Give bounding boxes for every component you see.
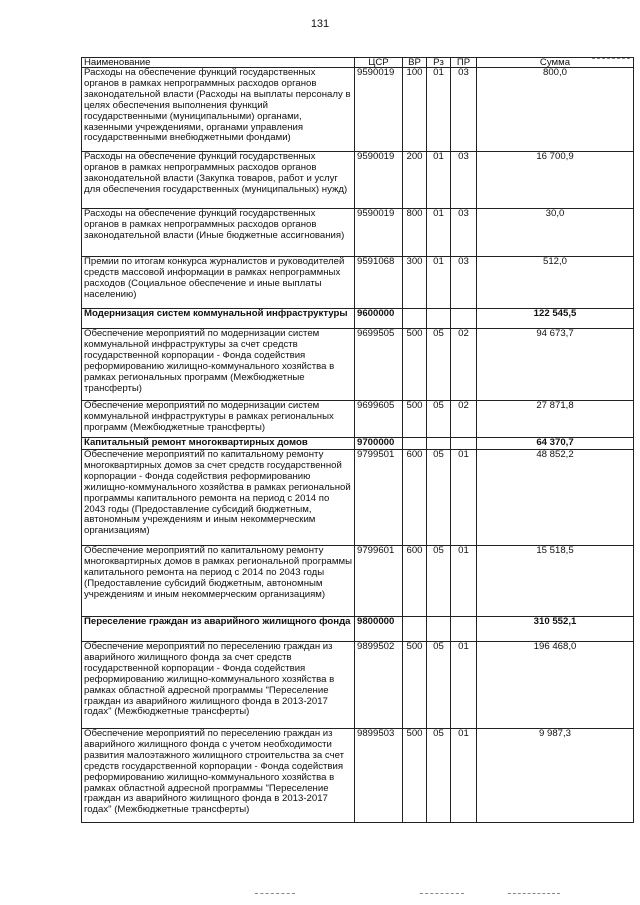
- row-name: Обеспечение мероприятий по капитальному ремонту многоквартирных домов в рамках региональной программы капитального ремонта на период с 2014 по 2043 годы (Предоставление субсидий бюджетным, автономным учреждениям и иным некоммерческим организациям): [82, 546, 355, 617]
- header-name: Наименование: [82, 58, 355, 68]
- row-pr: [451, 617, 477, 642]
- row-pr: 03: [451, 257, 477, 309]
- table-row: [82, 729, 634, 823]
- row-csr: 9700000: [355, 438, 403, 450]
- row-name: Обеспечение мероприятий по модернизации систем коммунальной инфраструктуры в рамках региональных программ (Межбюджетные трансферты): [82, 401, 355, 438]
- row-vr: 600: [403, 450, 427, 546]
- row-rz: 05: [427, 329, 451, 401]
- table-row: [82, 209, 634, 257]
- row-name: Переселение граждан из аварийного жилищного фонда: [82, 617, 355, 642]
- row-csr: 9899503: [355, 729, 403, 823]
- header-vr: ВР: [403, 58, 427, 68]
- table-header-row: [82, 58, 634, 68]
- row-vr: 800: [403, 209, 427, 257]
- table-row: [82, 642, 634, 729]
- table-row: [82, 450, 634, 546]
- row-sum: 48 852,2: [477, 450, 634, 546]
- row-sum: 800,0: [477, 68, 634, 152]
- budget-table: [81, 57, 634, 823]
- row-sum: 16 700,9: [477, 152, 634, 209]
- row-rz: 01: [427, 257, 451, 309]
- row-pr: [451, 309, 477, 329]
- row-rz: 05: [427, 546, 451, 617]
- table-row: [82, 309, 634, 329]
- row-vr: 300: [403, 257, 427, 309]
- row-vr: [403, 617, 427, 642]
- row-csr: 9899502: [355, 642, 403, 729]
- row-rz: 01: [427, 152, 451, 209]
- row-csr: 9799601: [355, 546, 403, 617]
- row-vr: 500: [403, 729, 427, 823]
- row-name: Расходы на обеспечение функций государственных органов в рамках непрограммных расходов органов законодательной власти (Иные бюджетные ассигнования): [82, 209, 355, 257]
- row-sum: 9 987,3: [477, 729, 634, 823]
- row-vr: 600: [403, 546, 427, 617]
- row-sum: 30,0: [477, 209, 634, 257]
- row-rz: 01: [427, 209, 451, 257]
- table-row: [82, 152, 634, 209]
- row-csr: 9799501: [355, 450, 403, 546]
- row-pr: 02: [451, 329, 477, 401]
- header-csr: ЦСР: [355, 58, 403, 68]
- scan-mark-bottom-mid: [420, 893, 464, 894]
- row-sum: 196 468,0: [477, 642, 634, 729]
- row-sum: 512,0: [477, 257, 634, 309]
- table-row: [82, 438, 634, 450]
- table-body: [82, 68, 634, 823]
- row-vr: 500: [403, 642, 427, 729]
- row-name: Обеспечение мероприятий по капитальному ремонту многоквартирных домов за счет средств государственной корпорации - Фонда содействия реформированию жилищно-коммунального хозяйства в рамках региональной программы капитального ремонта на период с 2014 по 2043 годы (Предоставление субсидий бюджетным, автономным учреждениям и иным некоммерческим организациям): [82, 450, 355, 546]
- row-vr: 500: [403, 329, 427, 401]
- row-pr: 03: [451, 209, 477, 257]
- row-vr: 100: [403, 68, 427, 152]
- row-pr: 01: [451, 642, 477, 729]
- row-pr: 03: [451, 68, 477, 152]
- row-csr: 9800000: [355, 617, 403, 642]
- page-number: 131: [310, 18, 330, 30]
- table-row: [82, 257, 634, 309]
- row-pr: [451, 438, 477, 450]
- row-pr: 03: [451, 152, 477, 209]
- row-csr: 9590019: [355, 209, 403, 257]
- row-name: Обеспечение мероприятий по переселению граждан из аварийного жилищного фонда за счет средств государственной корпорации - Фонда содействия реформированию жилищно-коммунального хозяйства в рамках областной адресной программы "Переселение граждан из аварийного жилищного фонда в 2013-2017 годах" (Межбюджетные трансферты): [82, 642, 355, 729]
- row-name: Модернизация систем коммунальной инфраструктуры: [82, 309, 355, 329]
- row-vr: 200: [403, 152, 427, 209]
- row-sum: 64 370,7: [477, 438, 634, 450]
- row-vr: 500: [403, 401, 427, 438]
- row-sum: 15 518,5: [477, 546, 634, 617]
- row-sum: 94 673,7: [477, 329, 634, 401]
- row-rz: 05: [427, 729, 451, 823]
- table-row: [82, 617, 634, 642]
- row-pr: 01: [451, 546, 477, 617]
- row-csr: 9591068: [355, 257, 403, 309]
- row-rz: [427, 617, 451, 642]
- row-name: Расходы на обеспечение функций государственных органов в рамках непрограммных расходов органов законодательной власти (Расходы на выплаты персоналу в целях обеспечения выполнения функций государственными (муниципальными) органами, казенными учреждениями, органами управления государственными внебюджетными фондами): [82, 68, 355, 152]
- row-name: Премии по итогам конкурса журналистов и руководителей средств массовой информации в рамках непрограммных расходов (Социальное обеспечение и иные выплаты населению): [82, 257, 355, 309]
- row-csr: 9590019: [355, 68, 403, 152]
- row-name: Расходы на обеспечение функций государственных органов в рамках непрограммных расходов органов законодательной власти (Закупка товаров, работ и услуг для обеспечения государственных (муниципальных) нужд): [82, 152, 355, 209]
- row-rz: 05: [427, 450, 451, 546]
- row-rz: [427, 438, 451, 450]
- row-rz: 01: [427, 68, 451, 152]
- scan-mark-bottom-right: [508, 893, 560, 894]
- row-sum: 122 545,5: [477, 309, 634, 329]
- row-name: Обеспечение мероприятий по модернизации систем коммунальной инфраструктуры за счет средств государственной корпорации - Фонда содействия реформированию жилищно-коммунального хозяйства в рамках региональных программ (Межбюджетные трансферты): [82, 329, 355, 401]
- row-vr: [403, 438, 427, 450]
- row-rz: 05: [427, 642, 451, 729]
- row-pr: 01: [451, 729, 477, 823]
- row-csr: 9590019: [355, 152, 403, 209]
- scan-mark-bottom-left: [255, 893, 295, 894]
- table-row: [82, 68, 634, 152]
- row-csr: 9699505: [355, 329, 403, 401]
- row-sum: 27 871,8: [477, 401, 634, 438]
- table-row: [82, 329, 634, 401]
- row-vr: [403, 309, 427, 329]
- header-rz: Рз: [427, 58, 451, 68]
- row-pr: 02: [451, 401, 477, 438]
- table-row: [82, 546, 634, 617]
- row-pr: 01: [451, 450, 477, 546]
- row-rz: 05: [427, 401, 451, 438]
- row-rz: [427, 309, 451, 329]
- table-row: [82, 401, 634, 438]
- row-csr: 9600000: [355, 309, 403, 329]
- row-csr: 9699605: [355, 401, 403, 438]
- row-name: Капитальный ремонт многоквартирных домов: [82, 438, 355, 450]
- row-sum: 310 552,1: [477, 617, 634, 642]
- header-pr: ПР: [451, 58, 477, 68]
- row-name: Обеспечение мероприятий по переселению граждан из аварийного жилищного фонда с учетом необходимости развития малоэтажного жилищного строительства за счет средств государственной корпорации - Фонда содействия реформированию жилищно-коммунального хозяйства в рамках областной адресной программы "Переселение граждан из аварийного жилищного фонда в 2013-2017 годах" (Межбюджетные трансферты): [82, 729, 355, 823]
- header-sum: Сумма: [477, 58, 634, 68]
